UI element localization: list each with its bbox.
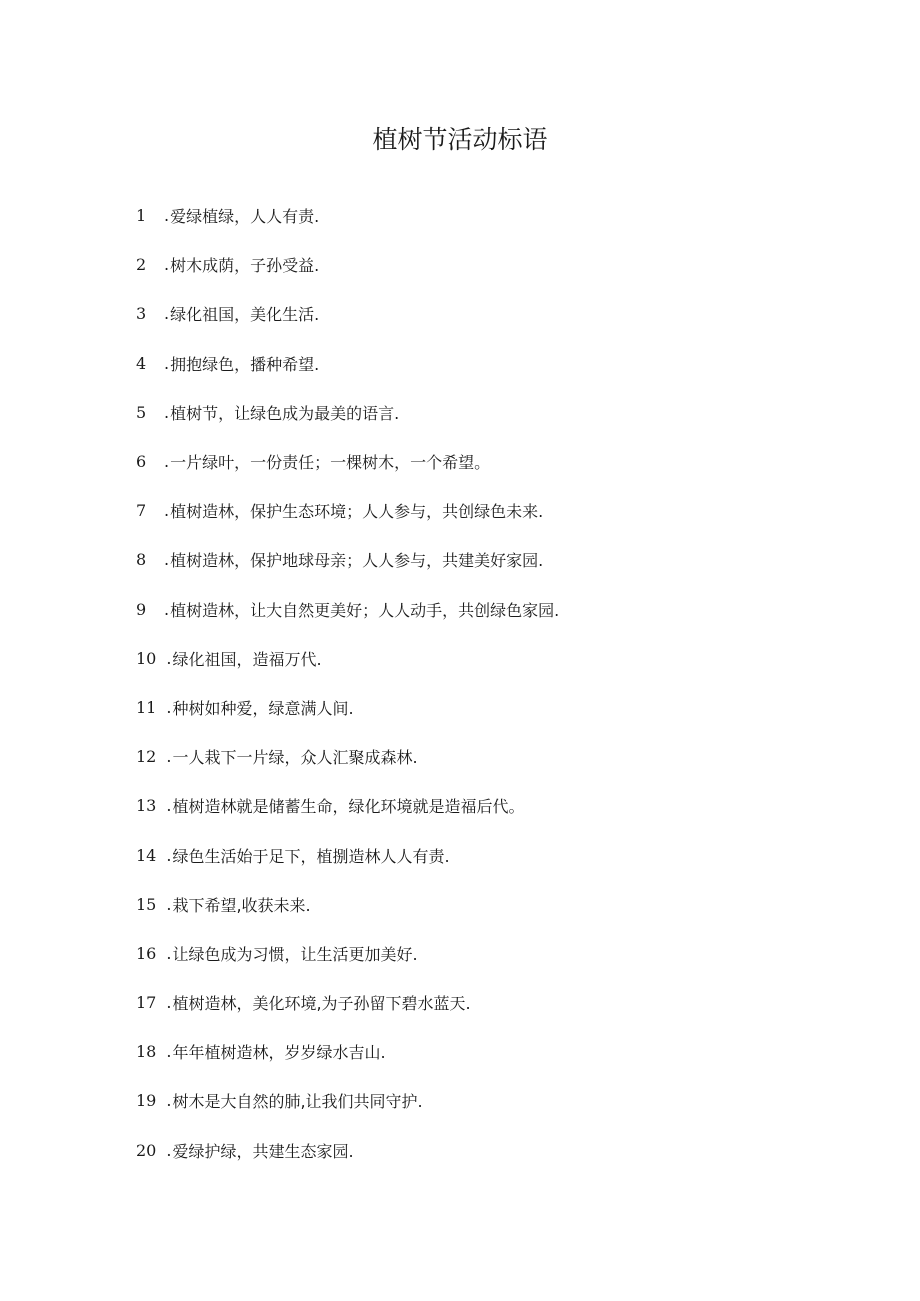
slogan-separator: . — [166, 796, 172, 816]
slogan-number: 9 — [136, 599, 147, 619]
slogan-text: 树木成荫，子孙受益. — [170, 256, 320, 276]
slogan-number: 20 — [136, 1140, 157, 1160]
slogan-separator: . — [166, 1140, 172, 1160]
slogan-text: 绿化祖国，造福万代. — [172, 649, 322, 669]
slogan-text: 种树如种爱，绿意满人间. — [172, 698, 354, 718]
slogan-number: 13 — [136, 796, 157, 816]
slogan-separator: . — [164, 255, 170, 275]
slogan-separator: . — [166, 648, 172, 668]
slogan-number: 3 — [136, 304, 147, 324]
slogan-text: 植树造林，美化环境,为子孙留下碧水蓝天. — [172, 994, 471, 1014]
slogan-item — [136, 486, 836, 535]
slogan-item — [136, 289, 836, 338]
slogan-text: 一人栽下一片绿，众人汇聚成森林. — [172, 748, 418, 768]
slogan-text: 植树造林就是储蓄生命，绿化环境就是造福后代。 — [172, 797, 525, 817]
slogan-text: 植树造林，保护地球母亲；人人参与，共建美好家园. — [170, 551, 544, 571]
slogan-number: 15 — [136, 894, 157, 914]
slogan-list — [136, 191, 836, 1175]
slogan-item — [136, 388, 836, 437]
slogan-separator: . — [166, 845, 172, 865]
slogan-number: 19 — [136, 1091, 157, 1111]
slogan-number: 7 — [136, 501, 147, 521]
slogan-number: 18 — [136, 1042, 157, 1062]
slogan-item — [136, 880, 836, 929]
slogan-item — [136, 191, 836, 240]
slogan-separator: . — [166, 894, 172, 914]
slogan-text: 绿化祖国，美化生活. — [170, 305, 320, 325]
slogan-separator: . — [166, 747, 172, 767]
slogan-text: 树木是大自然的肺,让我们共同守护. — [172, 1092, 423, 1112]
slogan-text: 爱绿护绿，共建生态家园. — [172, 1141, 354, 1161]
document-title: 植树节活动标语 — [372, 125, 548, 154]
slogan-number: 8 — [136, 550, 147, 570]
slogan-separator: . — [166, 993, 172, 1013]
slogan-item — [136, 339, 836, 388]
slogan-number: 17 — [136, 993, 157, 1013]
slogan-item — [136, 683, 836, 732]
slogan-number: 16 — [136, 943, 157, 963]
slogan-separator: . — [164, 599, 170, 619]
slogan-item — [136, 585, 836, 634]
slogan-separator: . — [164, 206, 170, 226]
slogan-item — [136, 240, 836, 289]
slogan-number: 6 — [136, 452, 147, 472]
slogan-item — [136, 1126, 836, 1175]
slogan-text: 栽下希望,收获未来. — [172, 895, 311, 915]
slogan-item — [136, 978, 836, 1027]
slogan-separator: . — [166, 943, 172, 963]
slogan-text: 年年植树造林，岁岁绿水吉山. — [172, 1043, 386, 1063]
slogan-item — [136, 1076, 836, 1125]
slogan-number: 2 — [136, 255, 147, 275]
slogan-item — [136, 732, 836, 781]
slogan-item — [136, 437, 836, 486]
slogan-separator: . — [164, 501, 170, 521]
slogan-text: 让绿色成为习惯，让生活更加美好. — [172, 944, 418, 964]
slogan-number: 4 — [136, 353, 147, 373]
slogan-text: 绿色生活始于足下，植捌造林人人有责. — [172, 846, 450, 866]
slogan-text: 拥抱绿色，播种希望. — [170, 354, 320, 374]
slogan-separator: . — [166, 1091, 172, 1111]
slogan-text: 植树造林，让大自然更美好；人人动手，共创绿色家园. — [170, 600, 560, 620]
slogan-item — [136, 1027, 836, 1076]
slogan-number: 5 — [136, 402, 147, 422]
slogan-number: 10 — [136, 648, 157, 668]
slogan-separator: . — [164, 402, 170, 422]
slogan-number: 1 — [136, 206, 147, 226]
slogan-separator: . — [164, 304, 170, 324]
slogan-item — [136, 929, 836, 978]
slogan-item — [136, 781, 836, 830]
slogan-item — [136, 634, 836, 683]
slogan-text: 植树节，让绿色成为最美的语言. — [170, 403, 400, 423]
slogan-separator: . — [164, 452, 170, 472]
slogan-text: 爱绿植绿，人人有责. — [170, 207, 320, 227]
slogan-separator: . — [164, 353, 170, 373]
slogan-number: 11 — [136, 697, 157, 717]
slogan-number: 12 — [136, 747, 157, 767]
slogan-number: 14 — [136, 845, 157, 865]
slogan-separator: . — [166, 1042, 172, 1062]
slogan-item — [136, 535, 836, 584]
slogan-separator: . — [166, 697, 172, 717]
slogan-text: 植树造林，保护生态环境；人人参与，共创绿色未来. — [170, 502, 544, 522]
slogan-text: 一片绿叶，一份责任；一棵树木，一个希望。 — [170, 453, 491, 473]
slogan-separator: . — [164, 550, 170, 570]
slogan-item — [136, 830, 836, 879]
